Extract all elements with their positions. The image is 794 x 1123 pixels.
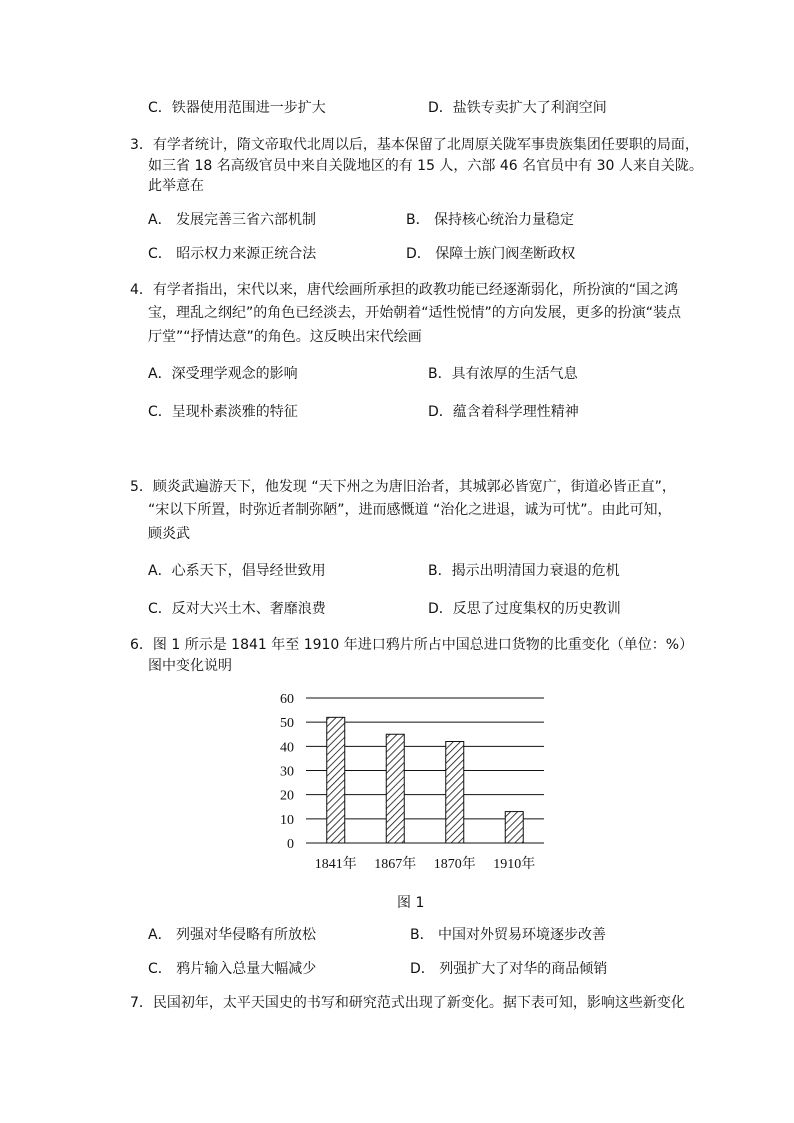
- q5-stem-line-3: 顾炎武: [148, 526, 190, 542]
- q7-stem-line-1: 7．民国初年，太平天国史的书写和研究范式出现了新变化。据下表可知，影响这些新变化: [130, 995, 685, 1011]
- q4-stem-line-1: 4．有学者指出，宋代以来，唐代绘画所承担的政教功能已经逐渐弱化，所扮演的“国之鸿: [130, 282, 679, 298]
- y-tick-label: 0: [287, 837, 294, 852]
- x-tick-label: 1841年: [314, 857, 357, 872]
- y-tick-label: 60: [280, 692, 294, 707]
- q5-stem-line-2: “宋以下所置，时弥近者制弥陋”，进而感慨道 “治化之进退，诚为可忧”。由此可知，: [148, 502, 672, 518]
- bar: [327, 717, 345, 843]
- q2-option-d: D．盐铁专卖扩大了利润空间: [428, 100, 607, 116]
- q3-stem-line-3: 此举意在: [148, 178, 204, 194]
- q4-stem-line-3: 厅堂”“抒情达意”的角色。这反映出宋代绘画: [148, 329, 422, 345]
- x-tick-label: 1867年: [374, 857, 417, 872]
- y-tick-label: 40: [280, 740, 294, 756]
- q4-option-b: B．具有浓厚的生活气息: [428, 366, 578, 382]
- q3-option-d: D． 保障士族门阀垄断政权: [406, 246, 576, 262]
- q5-stem-line-1: 5．顾炎武遍游天下，他发现 “天下州之为唐旧治者，其城郭必皆宽广，街道必皆正直”，: [130, 479, 676, 495]
- q5-option-b: B．揭示出明清国力衰退的危机: [428, 563, 620, 579]
- q6-option-c: C． 鸦片输入总量大幅减少: [148, 961, 317, 977]
- y-tick-label: 10: [280, 812, 294, 828]
- q3-stem-line-2: 如三省 18 名高级官员中来自关陇地区的有 15 人，六部 46 名官员中有 30 人来自关陇。: [148, 158, 703, 174]
- q6-stem-line-2: 图中变化说明: [148, 658, 232, 674]
- q6-stem-line-1: 6．图 1 所示是 1841 年至 1910 年进口鸦片所占中国总进口货物的比重变化（单位：%）: [130, 637, 694, 653]
- q4-option-c: C．呈现朴素淡雅的特征: [148, 404, 298, 420]
- x-tick-label: 1910年: [493, 857, 536, 872]
- y-tick-label: 50: [280, 716, 294, 732]
- q6-option-b: B． 中国对外贸易环境逐步改善: [410, 927, 607, 943]
- q3-stem-line-1: 3．有学者统计，隋文帝取代北周以后，基本保留了北周原关陇军事贵族集团任要职的局面，: [130, 137, 699, 153]
- y-tick-label: 30: [280, 764, 294, 780]
- bar: [386, 734, 404, 843]
- q4-option-a: A．深受理学观念的影响: [148, 366, 298, 382]
- q2-option-c: C．铁器使用范围进一步扩大: [148, 100, 326, 116]
- q5-option-d: D．反思了过度集权的历史教训: [428, 601, 621, 617]
- opium-import-bar-chart: [270, 684, 560, 874]
- q6-option-d: D． 列强扩大了对华的商品倾销: [410, 961, 608, 977]
- bar: [446, 742, 464, 844]
- q5-option-c: C．反对大兴土木、奢靡浪费: [148, 601, 326, 617]
- figure-caption: 图 1: [397, 895, 425, 911]
- q4-option-d: D．蕴含着科学理性精神: [428, 404, 579, 420]
- q3-option-c: C． 昭示权力来源正统合法: [148, 246, 317, 262]
- q3-option-b: B． 保持核心统治力量稳定: [406, 212, 575, 228]
- x-tick-label: 1870年: [433, 857, 476, 872]
- q3-option-a: A． 发展完善三省六部机制: [148, 212, 317, 228]
- q4-stem-line-2: 宝，理乱之纲纪”的角色已经淡去，开始朝着“适性悦情”的方向发展，更多的扮演“装点: [148, 305, 682, 321]
- q5-option-a: A．心系天下，倡导经世致用: [148, 563, 326, 579]
- y-tick-label: 20: [280, 788, 294, 804]
- q6-option-a: A． 列强对华侵略有所放松: [148, 927, 317, 943]
- bar: [505, 812, 523, 843]
